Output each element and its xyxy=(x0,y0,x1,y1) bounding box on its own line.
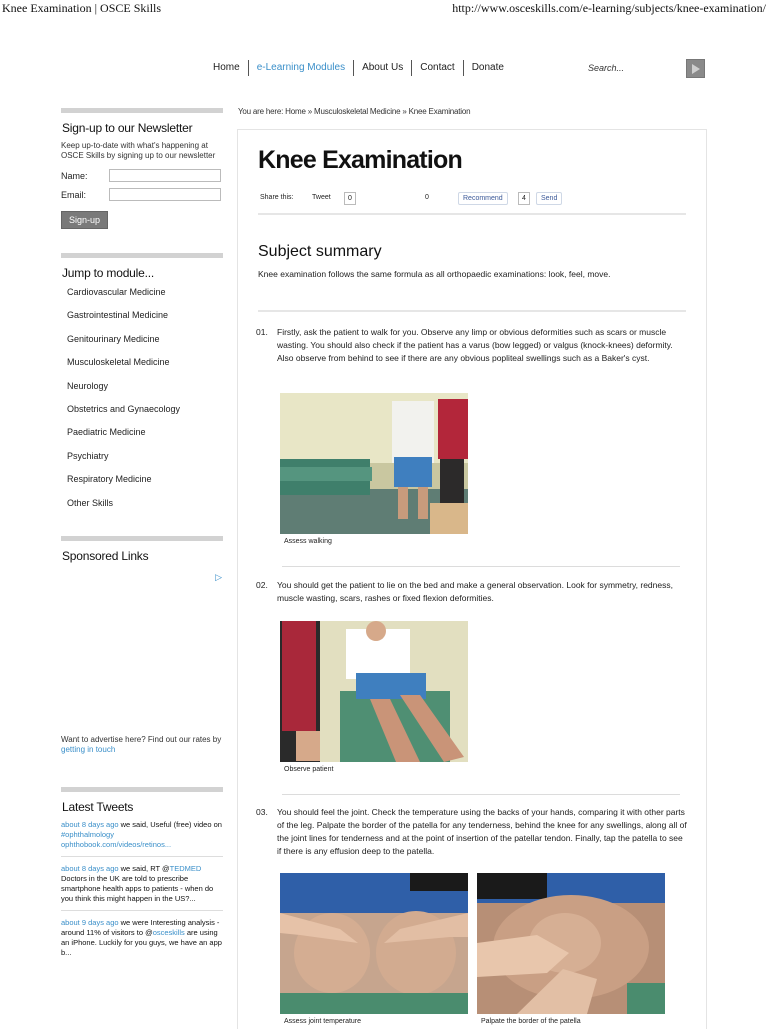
nav-elearning-modules[interactable]: e-Learning Modules xyxy=(249,60,354,76)
tweet-item: about 8 days ago we said, RT @TEDMED Doctors in the UK are told to prescribe smartphone health apps to patients - when do you think this might happen in the US?... xyxy=(61,864,223,911)
article xyxy=(237,129,707,1029)
step-number: 01. xyxy=(256,327,268,337)
share-bar xyxy=(260,192,690,206)
nav-about-us[interactable]: About Us xyxy=(354,60,412,76)
nav-contact[interactable]: Contact xyxy=(412,60,463,76)
module-musculoskeletal[interactable]: Musculoskeletal Medicine xyxy=(67,357,170,368)
module-genitourinary[interactable]: Genitourinary Medicine xyxy=(67,333,160,344)
adchoices-icon[interactable]: ▷ xyxy=(215,571,222,582)
module-cardiovascular[interactable]: Cardiovascular Medicine xyxy=(67,287,166,297)
plusone-count: 0 xyxy=(422,192,432,203)
play-icon xyxy=(692,64,700,74)
print-page-url: http://www.osceskills.com/e-learning/subjects/knee-examination/ xyxy=(452,1,766,15)
nav-donate[interactable]: Donate xyxy=(471,62,504,73)
divider xyxy=(258,310,686,312)
step-number: 02. xyxy=(256,580,268,590)
signup-button[interactable]: Sign-up xyxy=(61,211,108,229)
tweet-item: about 9 days ago we were Interesting analysis - around 11% of visitors to @osceskills are using an iPhone. Luckily for you guys, we have an app b... xyxy=(61,917,222,957)
module-list xyxy=(67,286,223,520)
tweets-heading: Latest Tweets xyxy=(62,799,134,814)
step-1 xyxy=(256,326,686,380)
name-field[interactable] xyxy=(109,169,221,182)
caption-assess-walking: Assess walking xyxy=(284,538,332,545)
photo-image xyxy=(280,621,468,762)
step-2 xyxy=(256,579,686,607)
send-button[interactable]: Send xyxy=(536,192,562,205)
nav-home[interactable]: Home xyxy=(205,60,249,76)
print-page-title: Knee Examination | OSCE Skills xyxy=(2,1,162,15)
ad-slot[interactable] xyxy=(61,569,223,729)
step-3 xyxy=(256,806,686,860)
newsletter-heading: Sign-up to our Newsletter xyxy=(62,121,193,135)
divider xyxy=(282,566,680,567)
mention-link[interactable]: osceskills xyxy=(152,927,185,937)
tweet-time-link[interactable]: about 8 days ago xyxy=(61,819,119,829)
modules-heading: Jump to module... xyxy=(62,266,154,280)
email-label: Email: xyxy=(61,189,87,200)
mention-link[interactable]: TEDMED xyxy=(169,863,202,873)
hashtag-link[interactable]: #ophthalmology xyxy=(61,829,114,839)
divider xyxy=(282,794,680,795)
tweet-item: about 8 days ago we said, Useful (free) video on #ophthalmology ophthobook.com/videos/retinos... xyxy=(61,820,223,857)
recommend-button[interactable]: Recommend xyxy=(458,192,508,205)
photo-image xyxy=(477,873,665,1014)
email-field[interactable] xyxy=(109,188,221,201)
recommend-count: 4 xyxy=(518,192,530,205)
module-psychiatry[interactable]: Psychiatry xyxy=(67,450,109,461)
photo-assess-walking[interactable] xyxy=(280,393,468,534)
divider xyxy=(258,213,686,215)
module-paediatric[interactable]: Paediatric Medicine xyxy=(67,427,146,438)
step-text: You should get the patient to lie on the bed and make a general observation. Look for symmetry, redness, muscle wasting, scars, rashes or fixed flexion deformities. xyxy=(277,580,673,603)
divider xyxy=(61,536,223,541)
search-input[interactable]: Search... xyxy=(588,63,625,73)
newsletter-text: Keep up-to-date with what's happening at OSCE Skills by signing up to our newsletter xyxy=(61,141,216,160)
summary-text: Knee examination follows the same formula as all orthopaedic examinations: look, feel, move. xyxy=(258,269,611,279)
photo-assess-joint-temperature[interactable] xyxy=(280,873,468,1014)
step-number: 03. xyxy=(256,807,268,817)
tweet-count: 0 xyxy=(344,192,356,205)
advertise-text: Want to advertise here? Find out our rates by getting in touch xyxy=(61,734,222,754)
summary-heading: Subject summary xyxy=(258,243,382,260)
step-text: You should feel the joint. Check the temperature using the backs of your hands, comparing it with other parts of the leg. Palpate the border of the patella for any tenderness, behind the knee for any swellings, along all of the joint lines for tenderness and at the point of insertion of the patellar tendon. Finally, tap the patella to see if there is any effusion deep to the patella. xyxy=(277,807,687,856)
module-gastrointestinal[interactable]: Gastrointestinal Medicine xyxy=(67,310,169,321)
sidebar xyxy=(61,108,223,971)
module-other-skills[interactable]: Other Skills xyxy=(67,497,114,508)
tweet-time-link[interactable]: about 9 days ago xyxy=(61,917,119,927)
photo-observe-patient[interactable] xyxy=(280,621,468,762)
caption-observe-patient: Observe patient xyxy=(284,766,334,773)
photo-image xyxy=(280,393,468,534)
breadcrumb[interactable]: You are here: Home » Musculoskeletal Medicine » Knee Examination xyxy=(238,107,471,116)
tweet-button[interactable]: Tweet xyxy=(308,192,335,203)
share-label: Share this: xyxy=(260,194,294,201)
caption-palpate-patella: Palpate the border of the patella xyxy=(481,1018,581,1025)
page-title: Knee Examination xyxy=(258,146,462,174)
divider xyxy=(61,253,223,258)
get-in-touch-link[interactable]: getting in touch xyxy=(61,744,116,754)
sponsored-heading: Sponsored Links xyxy=(62,548,149,563)
tweet-time-link[interactable]: about 8 days ago xyxy=(61,863,119,873)
photo-image xyxy=(280,873,468,1014)
name-label: Name: xyxy=(61,170,88,181)
caption-assess-joint-temperature: Assess joint temperature xyxy=(284,1018,362,1025)
main-nav xyxy=(205,60,512,76)
tweet-link[interactable]: ophthobook.com/videos/retinos... xyxy=(61,839,172,849)
divider xyxy=(61,108,223,113)
divider xyxy=(61,787,223,792)
print-header xyxy=(0,0,768,16)
module-obstetrics[interactable]: Obstetrics and Gynaecology xyxy=(67,403,181,414)
photo-palpate-patella[interactable] xyxy=(477,873,665,1014)
search-button[interactable] xyxy=(686,59,705,78)
module-neurology[interactable]: Neurology xyxy=(67,380,109,391)
step-text: Firstly, ask the patient to walk for you. Observe any limp or obvious deformities such as scars or muscle wasting. You should also check if the patient has a varus (bow legged) or valgus (knock-knees) deformity. Also observe from behind to see if there are any obvious popliteal swellings such as a Baker's cyst. xyxy=(277,327,673,363)
module-respiratory[interactable]: Respiratory Medicine xyxy=(67,474,152,485)
